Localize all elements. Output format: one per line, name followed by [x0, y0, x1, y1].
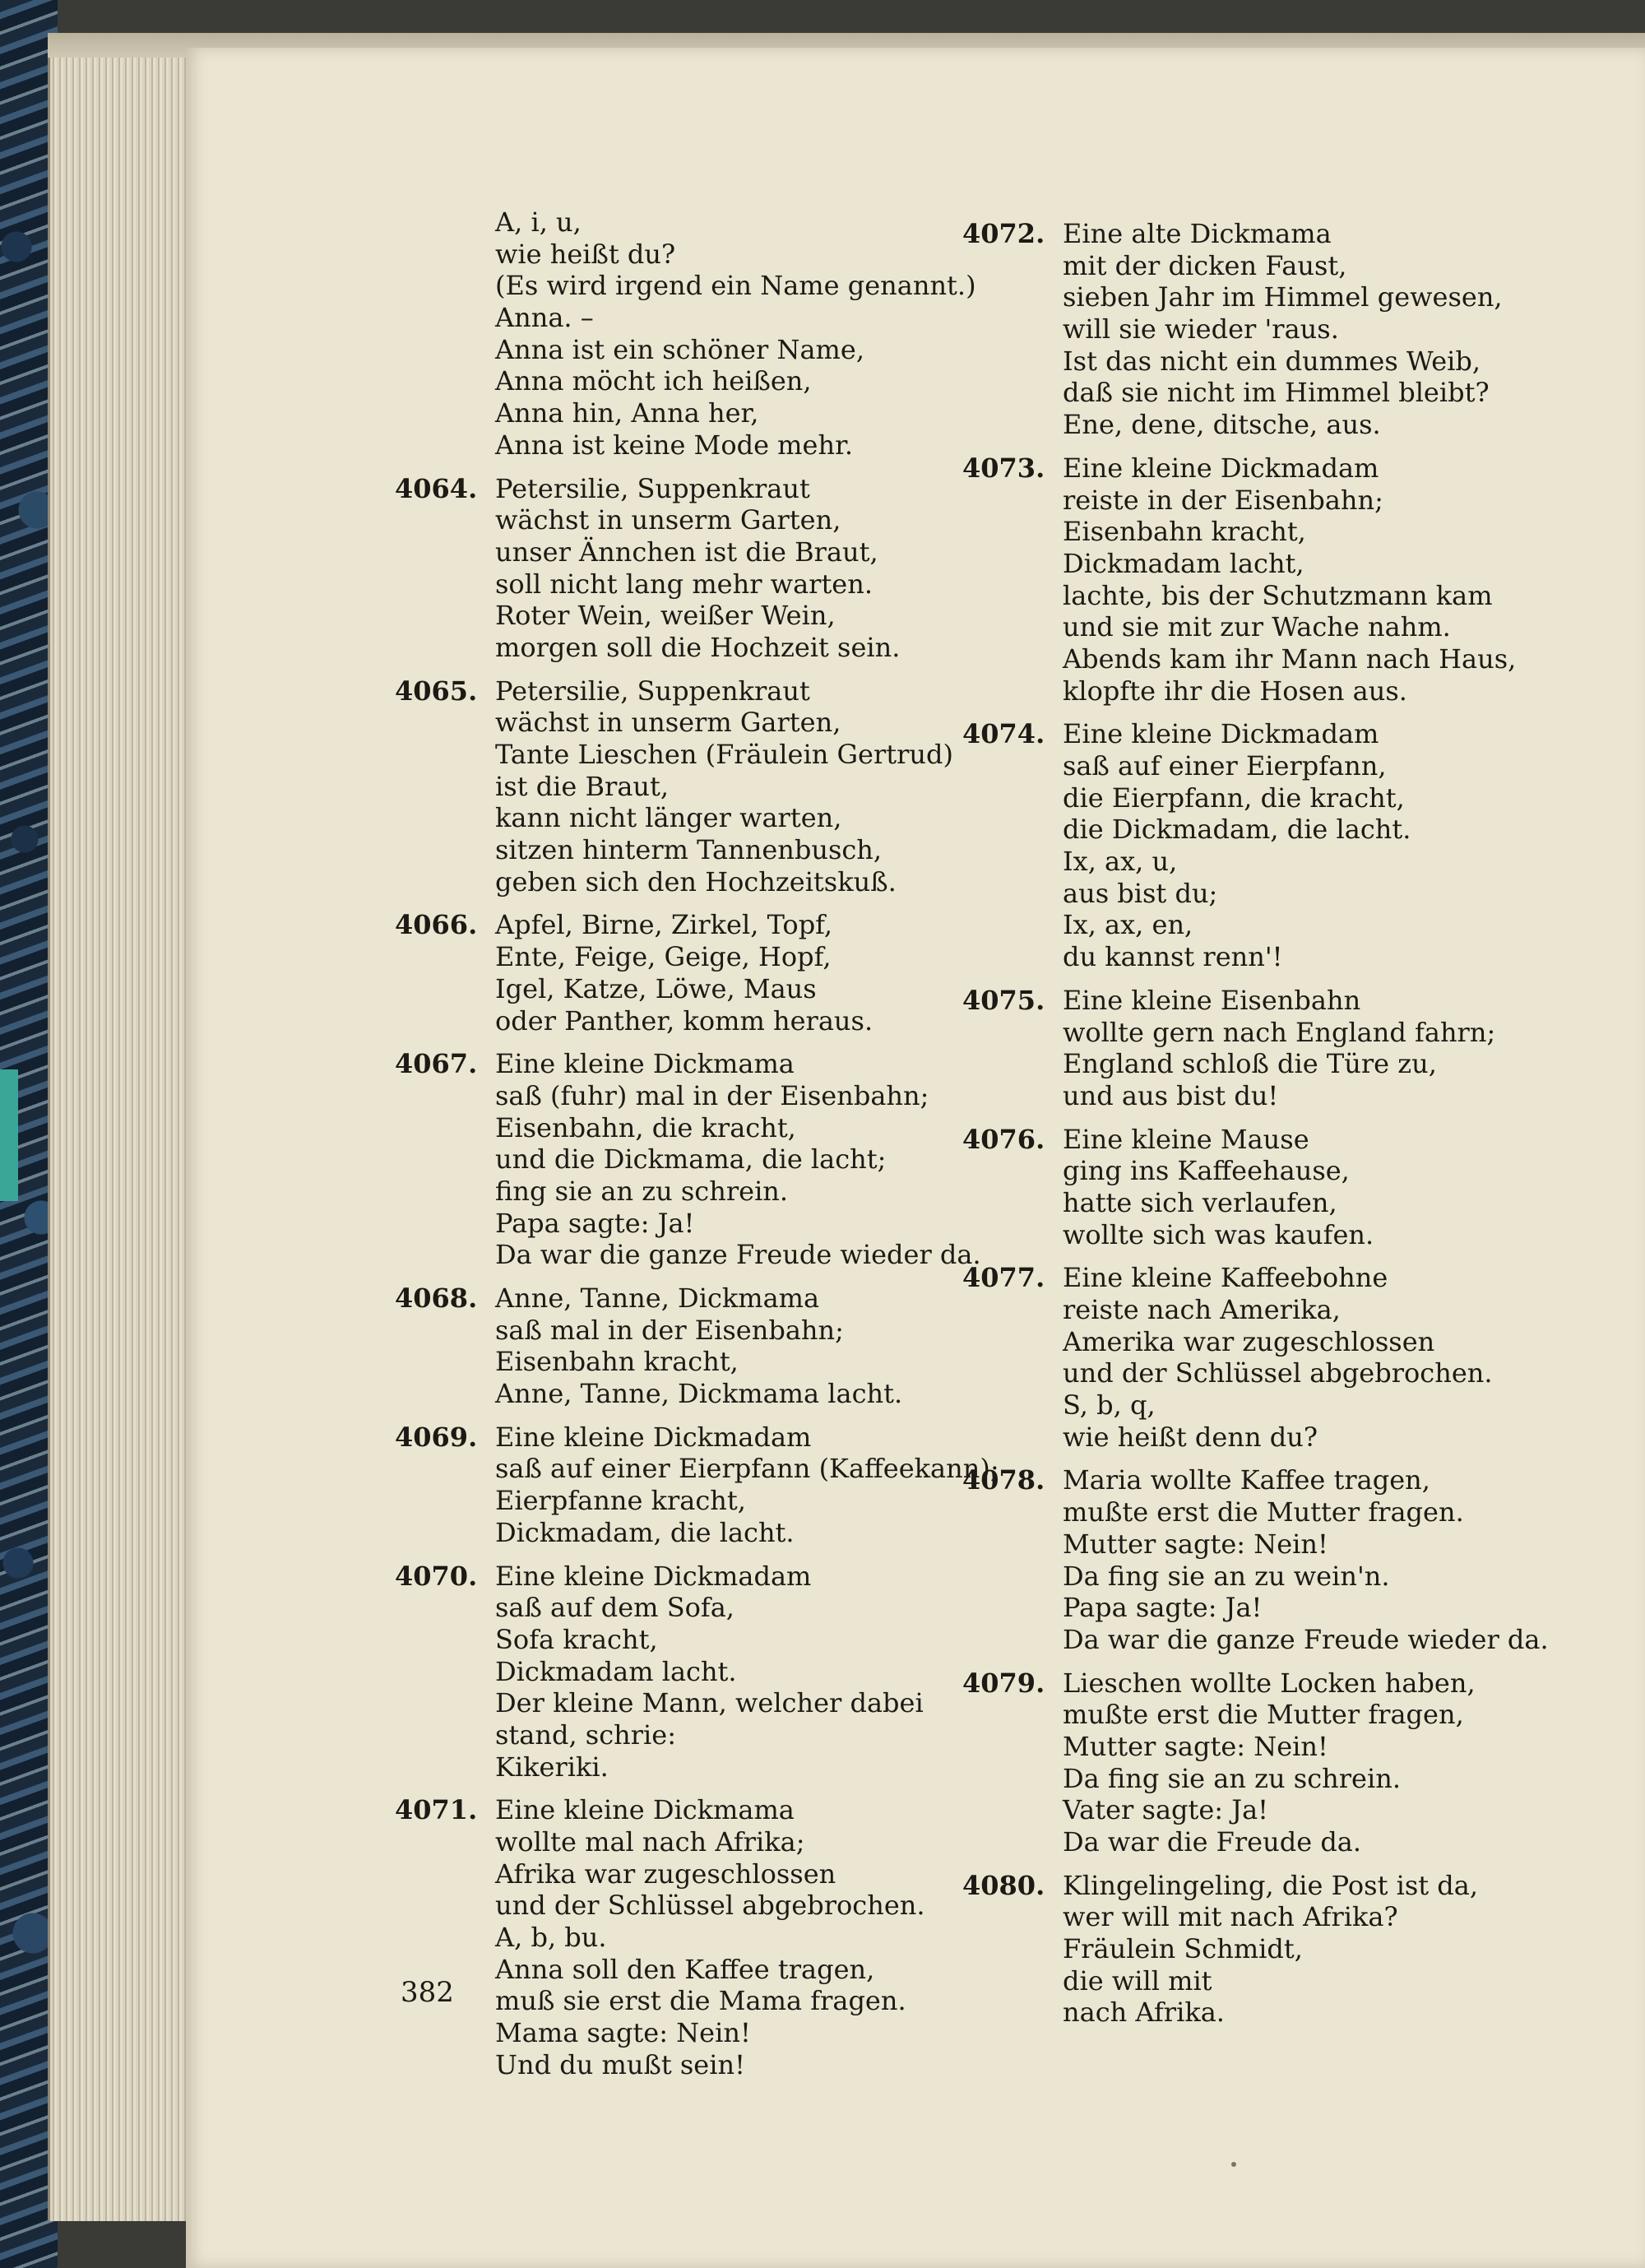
- rhyme-entry: [395, 472, 956, 664]
- verse-line: Dickmadam lacht.: [495, 1655, 737, 1687]
- entry-gap: [495, 1037, 956, 1048]
- verse-line: England schloß die Türe zu,: [1063, 1048, 1437, 1080]
- verse-line: kann nicht länger warten,: [495, 802, 842, 834]
- verse-line: Da fing sie an zu schrein.: [1063, 1762, 1401, 1794]
- verse-line: stand, schrie:: [495, 1718, 676, 1751]
- entry-gap: [1063, 441, 1540, 452]
- entry-gap: [1063, 1656, 1540, 1667]
- verse-line: mußte erst die Mutter fragen,: [1063, 1699, 1464, 1731]
- rhyme-entry: [962, 1464, 1549, 1655]
- verse-line: saß mal in der Eisenbahn;: [495, 1314, 844, 1346]
- verse-line: Eine kleine Mause: [1063, 1123, 1309, 1155]
- verse-line: aus bist du;: [1063, 877, 1218, 909]
- verse-line: soll nicht lang mehr warten.: [495, 568, 873, 600]
- verse-line: Eisenbahn kracht,: [1063, 516, 1306, 548]
- verse-line: und der Schlüssel abgebrochen.: [495, 1890, 925, 1922]
- intro-line: A, i, u,: [495, 206, 582, 238]
- verse-line: A, b, bu.: [495, 1922, 607, 1954]
- verse-line: und sie mit zur Wache nahm.: [1063, 611, 1451, 643]
- intro-answer-line: Anna möcht ich heißen,: [495, 365, 812, 397]
- verse-line: Eine kleine Eisenbahn: [1063, 984, 1361, 1016]
- verse-line: Anne, Tanne, Dickmama: [495, 1282, 820, 1314]
- verse-line: saß auf dem Sofa,: [495, 1592, 734, 1624]
- right-entries: [962, 206, 1549, 2029]
- rhyme-entry: [395, 675, 956, 898]
- entry-number: 4074.: [962, 718, 1045, 750]
- verse-line: Mutter sagte: Nein!: [1063, 1730, 1328, 1762]
- verse-line: Ix, ax, en,: [1063, 909, 1193, 941]
- entry-number: 4078.: [962, 1464, 1045, 1496]
- entry-gap: [495, 1410, 956, 1422]
- verse-line: Papa sagte: Ja!: [495, 1207, 695, 1239]
- bookmark-tab: [0, 1069, 18, 1201]
- rhyme-entry: [395, 1282, 956, 1410]
- entry-number: 4077.: [962, 1262, 1045, 1294]
- rhyme-entry: [962, 218, 1540, 441]
- verse-line: saß (fuhr) mal in der Eisenbahn;: [495, 1079, 929, 1111]
- entry-gap: [1063, 206, 1540, 218]
- verse-line: Ist das nicht ein dummes Weib,: [1063, 345, 1481, 377]
- verse-line: Amerika war zugeschlossen: [1063, 1325, 1435, 1357]
- rhyme-entry: [962, 1123, 1540, 1251]
- entry-gap: [495, 897, 956, 909]
- verse-line: Eine kleine Dickmama: [495, 1794, 795, 1826]
- verse-line: Roter Wein, weißer Wein,: [495, 600, 836, 632]
- verse-line: Klingelingeling, die Post ist da,: [1063, 1869, 1479, 1901]
- verse-line: Petersilie, Suppenkraut: [495, 472, 810, 504]
- entry-number: 4079.: [962, 1667, 1045, 1699]
- verse-line: Eine kleine Dickmadam: [1063, 718, 1379, 750]
- entry-number: 4067.: [395, 1048, 478, 1080]
- intro-answer-line: Anna ist ein schöner Name,: [495, 333, 864, 365]
- verse-line: Fräulein Schmidt,: [1063, 1933, 1303, 1965]
- verse-line: sieben Jahr im Himmel gewesen,: [1063, 281, 1503, 313]
- verse-line: saß auf einer Eierpfann (Kaffeekann);: [495, 1453, 999, 1485]
- entry-number: 4075.: [962, 984, 1045, 1016]
- rhyme-entry: [962, 452, 1540, 707]
- intro-block: [495, 206, 976, 461]
- verse-line: Eine kleine Dickmadam: [495, 1560, 812, 1592]
- verse-line: reiste nach Amerika,: [1063, 1294, 1341, 1325]
- entry-number: 4066.: [395, 909, 478, 941]
- verse-line: wollte mal nach Afrika;: [495, 1826, 805, 1858]
- verse-line: Abends kam ihr Mann nach Haus,: [1063, 642, 1517, 675]
- page-stack-edges: [48, 58, 190, 2221]
- verse-line: Und du mußt sein!: [495, 2048, 745, 2080]
- verse-line: Papa sagte: Ja!: [1063, 1592, 1263, 1624]
- verse-line: daß sie nicht im Himmel bleibt?: [1063, 377, 1490, 409]
- entry-gap: [1063, 1112, 1540, 1124]
- verse-line: reiste in der Eisenbahn;: [1063, 484, 1383, 516]
- entry-number: 4065.: [395, 675, 478, 707]
- verse-line: Eine kleine Dickmama: [495, 1048, 795, 1080]
- entry-number: 4072.: [962, 218, 1045, 249]
- verse-line: Mama sagte: Nein!: [495, 2017, 751, 2049]
- verse-line: hatte sich verlaufen,: [1063, 1186, 1337, 1218]
- verse-line: saß auf einer Eierpfann,: [1063, 750, 1387, 782]
- verse-line: Dickmadam, die lacht.: [495, 1516, 795, 1548]
- verse-line: morgen soll die Hochzeit sein.: [495, 631, 901, 663]
- rhyme-entry: [962, 1262, 1540, 1453]
- entry-gap: [1063, 973, 1540, 985]
- verse-line: Igel, Katze, Löwe, Maus: [495, 972, 817, 1004]
- entry-gap: [1063, 1250, 1540, 1262]
- verse-line: Der kleine Mann, welcher dabei: [495, 1687, 924, 1719]
- rhyme-entry: [962, 1667, 1540, 1858]
- verse-line: Petersilie, Suppenkraut: [495, 675, 810, 707]
- verse-line: du kannst renn'!: [1063, 941, 1283, 973]
- entry-number: 4071.: [395, 1794, 478, 1826]
- entry-gap: [495, 1271, 956, 1282]
- verse-line: Eisenbahn kracht,: [495, 1346, 739, 1378]
- verse-line: Ene, dene, ditsche, aus.: [1063, 409, 1381, 441]
- verse-line: die will mit: [1063, 1964, 1212, 1997]
- intro-line: wie heißt du?: [495, 238, 676, 270]
- verse-line: Anna soll den Kaffee tragen,: [495, 1953, 875, 1985]
- rhyme-entry: [962, 718, 1540, 973]
- verse-line: Afrika war zugeschlossen: [495, 1858, 836, 1890]
- verse-line: wollte gern nach England fahrn;: [1063, 1016, 1496, 1048]
- verse-line: ging ins Kaffeehause,: [1063, 1155, 1350, 1187]
- verse-line: die Dickmadam, die lacht.: [1063, 814, 1411, 846]
- entry-gap: [1063, 1858, 1540, 1870]
- verse-line: Eine alte Dickmama: [1063, 218, 1332, 249]
- verse-line: Da war die ganze Freude wieder da.: [495, 1239, 981, 1271]
- entry-number: 4080.: [962, 1869, 1045, 1901]
- verse-line: Sofa kracht,: [495, 1623, 658, 1655]
- verse-line: unser Ännchen ist die Braut,: [495, 536, 878, 568]
- verse-line: Dickmadam lacht,: [1063, 547, 1304, 579]
- verse-line: ist die Braut,: [495, 770, 670, 802]
- verse-line: Eierpfanne kracht,: [495, 1485, 746, 1517]
- entry-number: 4070.: [395, 1560, 478, 1592]
- entry-number: 4064.: [395, 472, 478, 504]
- rhyme-entry: [962, 984, 1540, 1112]
- entry-number: 4073.: [962, 452, 1045, 484]
- entry-number: 4076.: [962, 1123, 1045, 1155]
- verse-line: Lieschen wollte Locken haben,: [1063, 1667, 1476, 1699]
- verse-line: Tante Lieschen (Fräulein Gertrud): [495, 739, 953, 770]
- verse-line: Apfel, Birne, Zirkel, Topf,: [495, 909, 833, 941]
- verse-line: Eisenbahn, die kracht,: [495, 1111, 796, 1143]
- verse-line: Kikeriki.: [495, 1751, 609, 1783]
- verse-line: Maria wollte Kaffee tragen,: [1063, 1464, 1430, 1496]
- verse-line: Vater sagte: Ja!: [1063, 1794, 1269, 1826]
- verse-line: fing sie an zu schrein.: [495, 1175, 789, 1207]
- verse-line: wächst in unserm Garten,: [495, 504, 841, 536]
- verse-line: Da war die ganze Freude wieder da.: [1063, 1623, 1549, 1655]
- entry-gap: [1063, 1453, 1540, 1464]
- verse-line: wollte sich was kaufen.: [1063, 1218, 1374, 1250]
- verse-line: Anne, Tanne, Dickmama lacht.: [495, 1378, 903, 1410]
- verse-line: Mutter sagte: Nein!: [1063, 1528, 1328, 1560]
- verse-line: und der Schlüssel abgebrochen.: [1063, 1357, 1493, 1389]
- rhyme-entry: [962, 1869, 1540, 2029]
- intro-answer-line: Anna. –: [495, 302, 594, 334]
- verse-line: geben sich den Hochzeitskuß.: [495, 865, 897, 897]
- verse-line: sitzen hinterm Tannenbusch,: [495, 834, 883, 866]
- entry-number: 4069.: [395, 1421, 478, 1453]
- verse-line: muß sie erst die Mama fragen.: [495, 1985, 906, 2017]
- verse-line: und die Dickmama, die lacht;: [495, 1143, 887, 1176]
- entry-gap: [495, 461, 956, 473]
- verse-line: Eine kleine Dickmadam: [495, 1421, 812, 1453]
- verse-line: oder Panther, komm heraus.: [495, 1004, 873, 1037]
- intro-note: (Es wird irgend ein Name genannt.): [495, 270, 976, 302]
- verse-line: Da fing sie an zu wein'n.: [1063, 1560, 1390, 1592]
- verse-line: S, b, q,: [1063, 1389, 1156, 1422]
- intro-answer-line: Anna hin, Anna her,: [495, 397, 759, 429]
- rhyme-entry: [395, 1048, 981, 1271]
- right-column: [962, 206, 1549, 2029]
- entry-gap: [495, 664, 956, 675]
- verse-line: wer will mit nach Afrika?: [1063, 1901, 1398, 1933]
- rhyme-entry: [395, 1421, 999, 1549]
- intro-answer-line: Anna ist keine Mode mehr.: [495, 429, 854, 461]
- rhyme-entry: [395, 909, 956, 1037]
- verse-line: wie heißt denn du?: [1063, 1421, 1318, 1453]
- entry-gap: [1063, 707, 1540, 718]
- entry-gap: [495, 1549, 956, 1561]
- verse-line: mit der dicken Faust,: [1063, 249, 1347, 281]
- verse-line: nach Afrika.: [1063, 1997, 1225, 2029]
- verse-line: lachte, bis der Schutzmann kam: [1063, 579, 1493, 611]
- verse-line: Ix, ax, u,: [1063, 846, 1178, 878]
- entry-number: 4068.: [395, 1282, 478, 1314]
- verse-line: will sie wieder 'raus.: [1063, 313, 1339, 346]
- paper-speck: [1231, 2162, 1236, 2167]
- verse-line: die Eierpfann, die kracht,: [1063, 782, 1405, 814]
- verse-line: mußte erst die Mutter fragen.: [1063, 1496, 1464, 1528]
- entry-gap: [495, 1783, 956, 1794]
- verse-line: Eine kleine Kaffeebohne: [1063, 1262, 1388, 1294]
- verse-line: klopfte ihr die Hosen aus.: [1063, 675, 1407, 707]
- verse-line: wächst in unserm Garten,: [495, 707, 841, 739]
- verse-line: Da war die Freude da.: [1063, 1826, 1362, 1858]
- verse-line: und aus bist du!: [1063, 1079, 1279, 1111]
- page-number: 382: [401, 1976, 454, 2009]
- verse-line: Eine kleine Dickmadam: [1063, 452, 1379, 484]
- verse-line: Ente, Feige, Geige, Hopf,: [495, 941, 832, 973]
- rhyme-entry: [395, 1560, 956, 1783]
